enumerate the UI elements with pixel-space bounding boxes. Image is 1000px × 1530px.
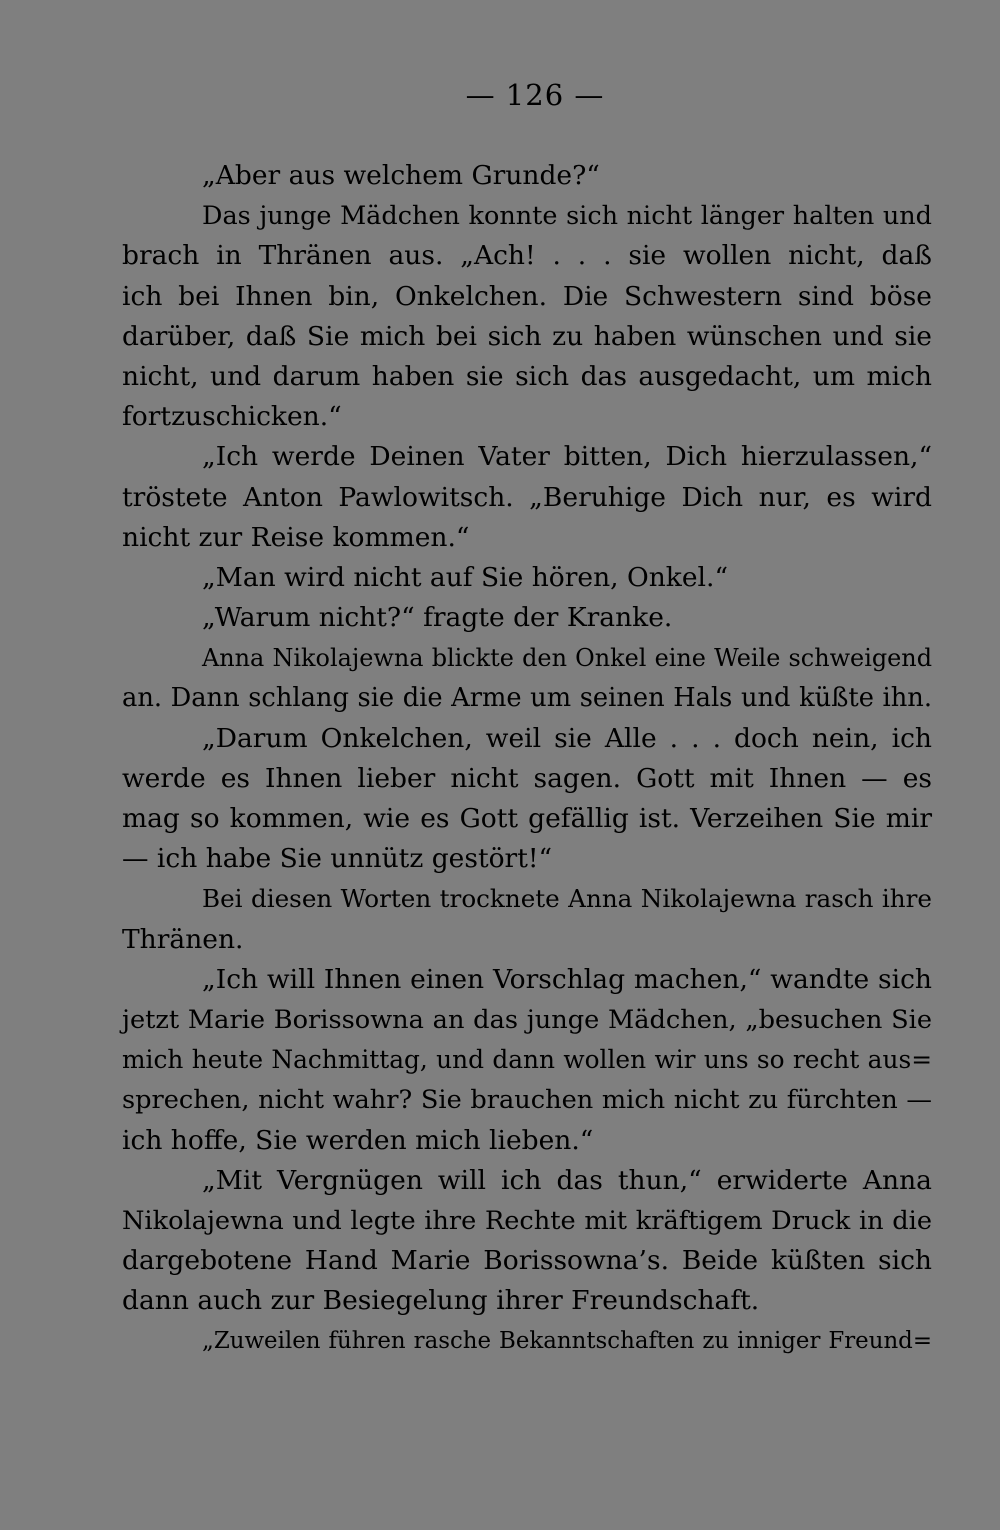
text-line: „Ich will Ihnen einen Vorschlag machen,“ wandte sich — [202, 963, 932, 995]
text-line: „Zuweilen führen rasche Bekanntschaften zu inniger Freund= — [202, 1328, 932, 1355]
text-line: mich heute Nachmittag, und dann wollen wir uns so recht aus= — [122, 1045, 932, 1075]
text-line: ich hoffe, Sie werden mich lieben.“ — [122, 1124, 594, 1156]
text-line: sprechen, nicht wahr? Sie brauchen mich nicht zu fürchten — — [122, 1085, 932, 1116]
text-line: „Aber aus welchem Grunde?“ — [202, 160, 600, 191]
text-line: „Mit Vergnügen will ich das thun,“ erwiderte Anna — [202, 1164, 932, 1196]
text-line: jetzt Marie Borissowna an das junge Mädchen, „besuchen Sie — [122, 1004, 932, 1035]
text-line: Anna Nikolajewna blickte den Onkel eine Weile schweigend — [202, 644, 932, 673]
text-line: „Darum Onkelchen, weil sie Alle . . . doch nein, ich — [202, 722, 932, 754]
body-text — [122, 156, 932, 1362]
text-line: ich bei Ihnen bin, Onkelchen. Die Schwestern sind böse — [122, 280, 932, 312]
text-line: an. Dann schlang sie die Arme um seinen Hals und küßte ihn. — [122, 683, 932, 714]
text-line: Das junge Mädchen konnte sich nicht länger halten und — [202, 201, 932, 232]
text-line: nicht, und darum haben sie sich das ausgedacht, um mich — [122, 360, 932, 392]
text-line: tröstete Anton Pawlowitsch. „Beruhige Dich nur, es wird — [122, 481, 932, 513]
text-line: darüber, daß Sie mich bei sich zu haben wünschen und sie — [122, 320, 932, 352]
text-line: werde es Ihnen lieber nicht sagen. Gott mit Ihnen — es — [122, 762, 932, 794]
text-line: dargebotene Hand Marie Borissowna’s. Beide küßten sich — [122, 1245, 932, 1277]
text-line: dann auch zur Besiegelung ihrer Freundschaft. — [122, 1285, 760, 1317]
text-line: Nikolajewna und legte ihre Rechte mit kräftigem Druck in die — [122, 1205, 932, 1236]
page-number: — 126 — — [465, 78, 605, 112]
text-line: mag so kommen, wie es Gott gefällig ist. Verzeihen Sie mir — [122, 803, 932, 834]
text-line: „Ich werde Deinen Vater bitten, Dich hierzulassen,“ — [202, 441, 932, 473]
text-line: Thränen. — [122, 923, 244, 955]
text-line: Bei diesen Worten trocknete Anna Nikolajewna rasch ihre — [202, 884, 932, 914]
text-line: — ich habe Sie unnütz gestört!“ — [122, 843, 553, 875]
text-line: „Warum nicht?“ fragte der Kranke. — [202, 602, 673, 634]
text-line: nicht zur Reise kommen.“ — [122, 521, 470, 553]
text-line: „Man wird nicht auf Sie hören, Onkel.“ — [202, 561, 728, 593]
text-line: fortzuschicken.“ — [122, 401, 342, 433]
text-line: brach in Thränen aus. „Ach! . . . sie wollen nicht, daß — [122, 240, 932, 272]
